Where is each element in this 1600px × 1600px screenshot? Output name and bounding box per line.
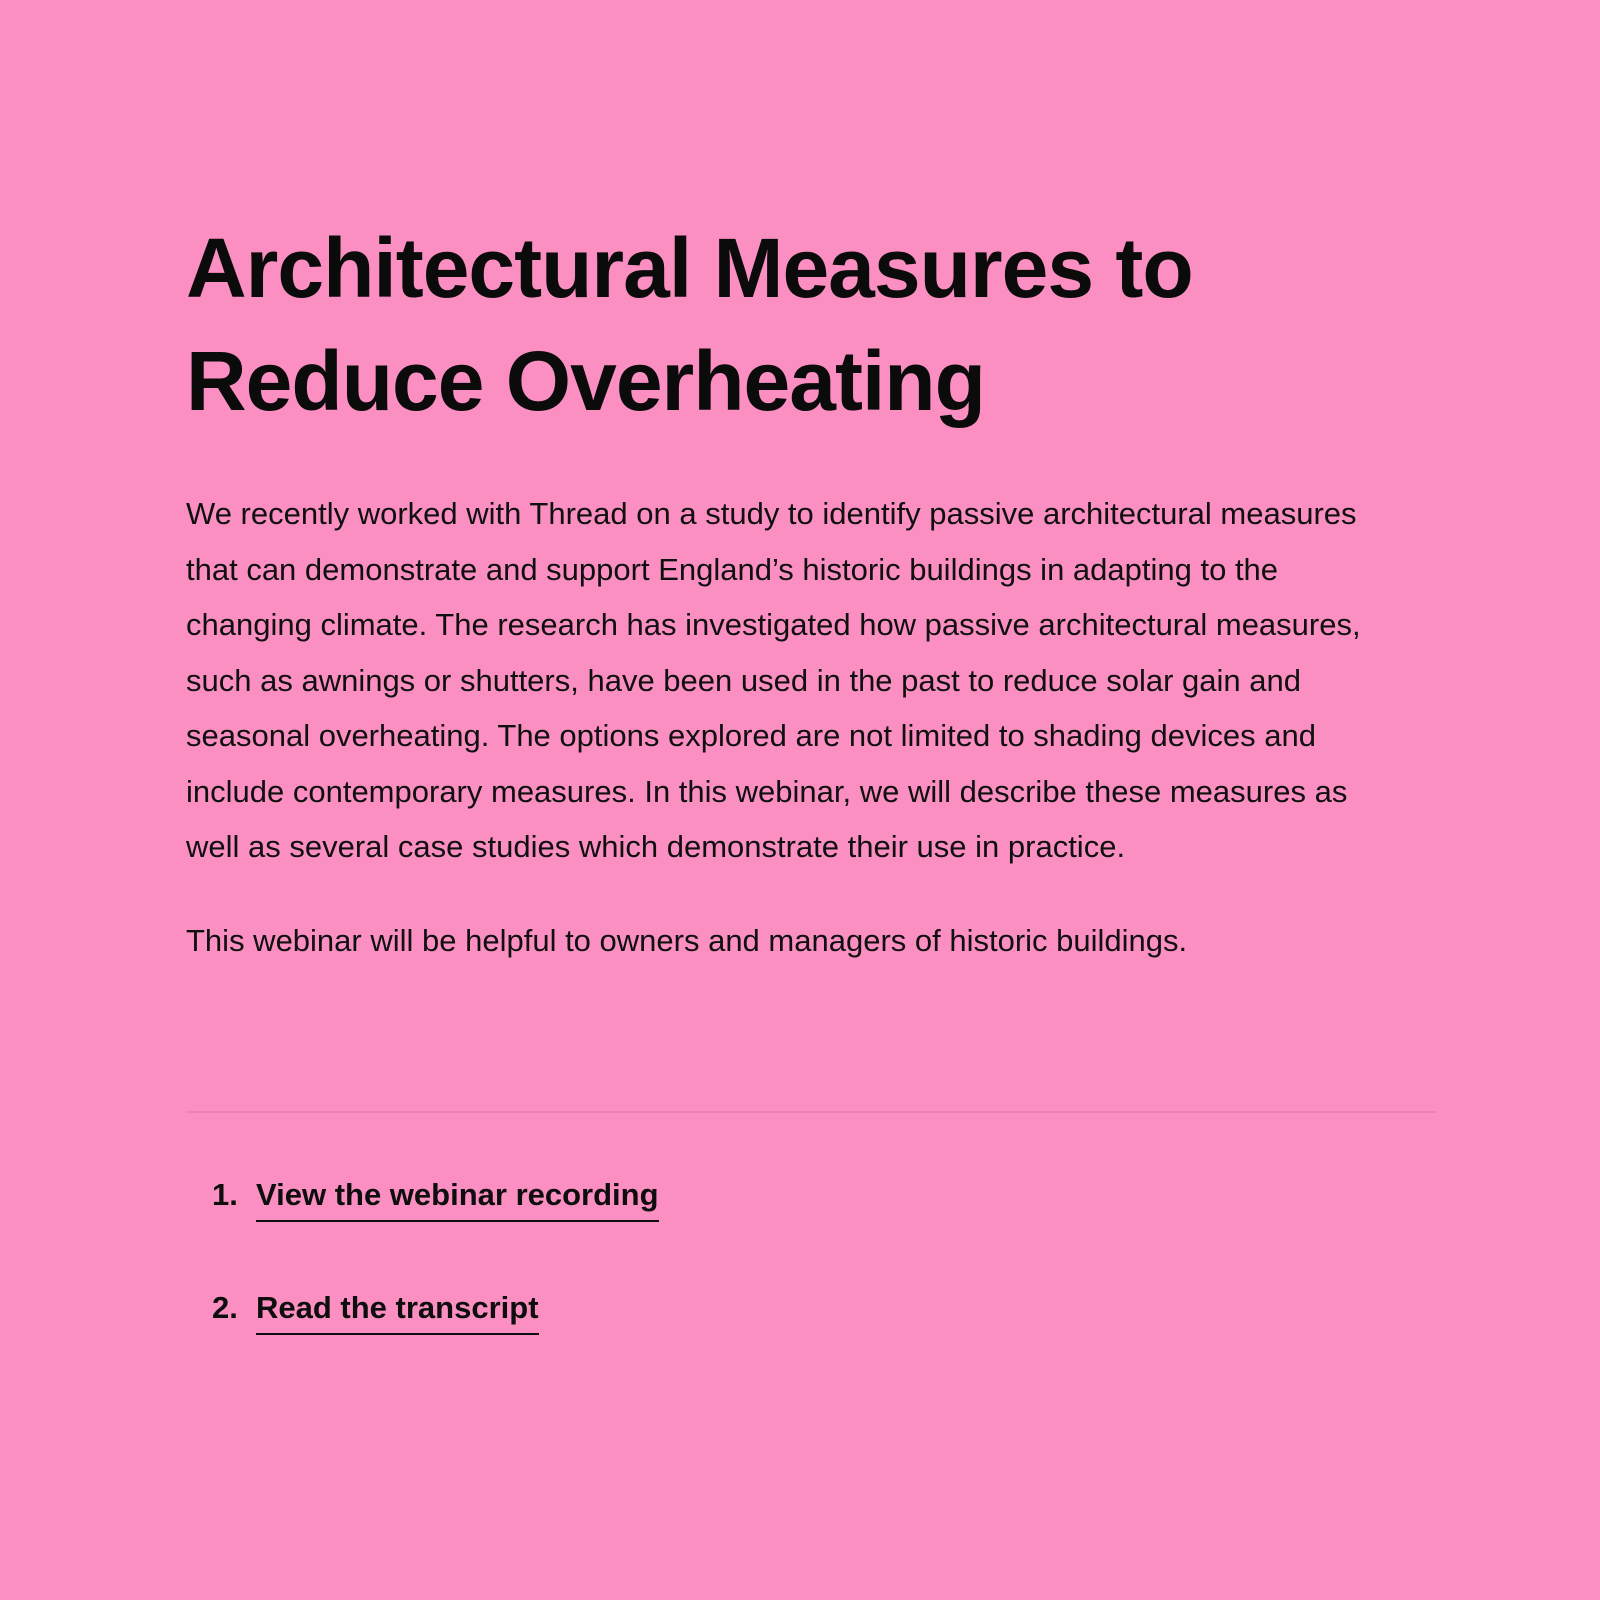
transcript-link[interactable]: Read the transcript	[256, 1290, 539, 1335]
webinar-recording-link[interactable]: View the webinar recording	[256, 1177, 659, 1222]
list-item-webinar-recording	[212, 1177, 1436, 1222]
page-title: Architectural Measures to Reduce Overheating	[186, 221, 1193, 428]
article-content	[186, 0, 1436, 1335]
resource-links-list	[186, 1177, 1436, 1335]
list-number: 1.	[212, 1177, 238, 1212]
audience-paragraph: This webinar will be helpful to owners and managers of historic buildings.	[186, 922, 1188, 958]
intro-paragraph: We recently worked with Thread on a study to identify passive architectural measures that can demonstrate and support England’s historic buildings in adapting to the changing climate. The research has investigated how passive architectural measures, such as awnings or shutters, have been used in the past to reduce solar gain and seasonal overheating. The options explored are not limited to shading devices and include contemporary measures. In this webinar, we will describe these measures as well as several case studies which demonstrate their use in practice.	[186, 496, 1361, 864]
list-number: 2.	[212, 1290, 238, 1325]
list-item-transcript	[212, 1290, 1436, 1335]
section-divider	[186, 1111, 1436, 1113]
